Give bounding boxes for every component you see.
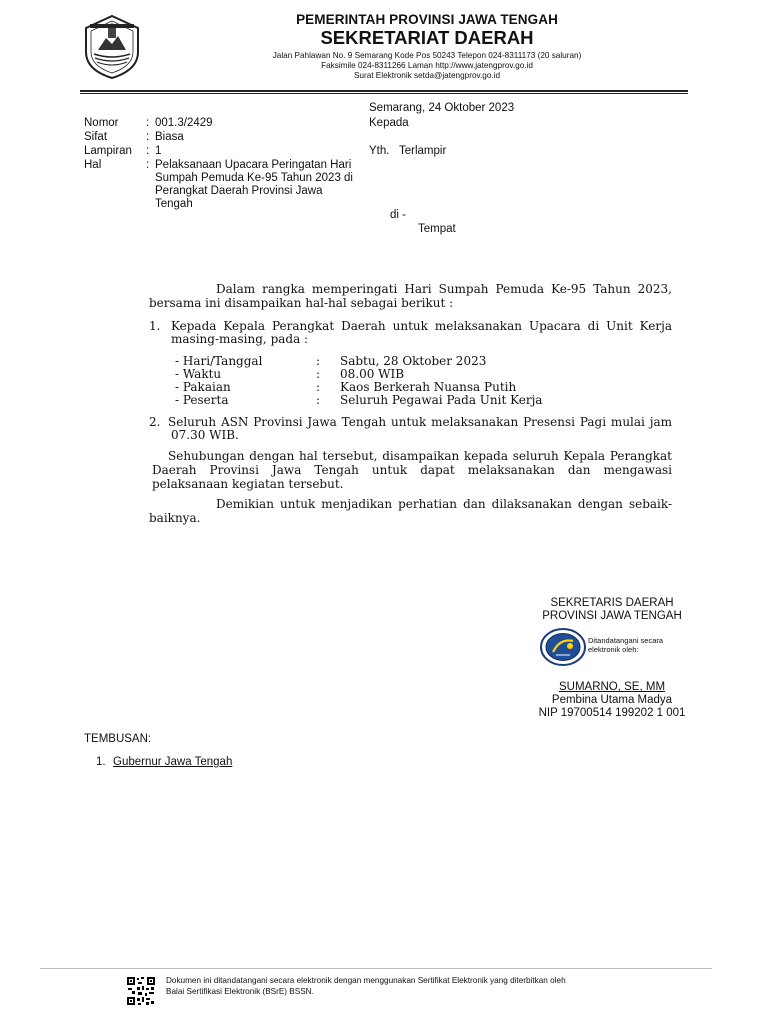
esign-note-line: Ditandatangani secara <box>588 636 664 645</box>
tembusan-item-number: 1. <box>96 756 106 768</box>
item-number: 1. <box>149 319 161 333</box>
meta-value-hal-line: Sumpah Pemuda Ke-95 Tahun 2023 di <box>155 172 353 184</box>
detail-value: 08.00 WIB <box>340 367 405 381</box>
detail-value: Seluruh Pegawai Pada Unit Kerja <box>340 393 543 407</box>
esign-note-line: elektronik oleh: <box>588 645 639 654</box>
government-name: PEMERINTAH PROVINSI JAWA TENGAH <box>296 12 558 27</box>
signatory-rank: Pembina Utama Madya <box>551 694 673 706</box>
footer-note-line: Dokumen ini ditandatangani secara elektronik dengan menggunakan Sertifikat Elektronik yang diterbitkan oleh <box>166 976 566 985</box>
detail-colon: : <box>316 367 321 381</box>
meta-value-hal-line: Tengah <box>155 198 193 210</box>
item1-line: masing-masing, pada : <box>171 332 309 346</box>
recipient-yth: Yth. <box>369 145 390 157</box>
detail-colon: : <box>316 354 321 368</box>
tembusan-label: TEMBUSAN: <box>84 733 152 745</box>
email-line: Surat Elektronik setda@jatengprov.go.id <box>353 71 501 80</box>
meta-colon: : <box>146 117 150 129</box>
detail-label: - Pakaian <box>175 380 231 394</box>
meta-label-lampiran: Lampiran <box>84 145 132 157</box>
intro-line: bersama ini disampaikan hal-hal sebagai berikut : <box>149 296 454 310</box>
meta-value-hal-line: Pelaksanaan Upacara Peringatan Hari <box>155 159 352 171</box>
fax-line: Faksimile 024-8311266 Laman http://www.jatengprov.go.id <box>321 61 533 70</box>
paragraph2-line: Daerah Provinsi Jawa Tengah untuk dapat melaksanakan dan mengawasi <box>152 463 672 477</box>
signatory-title: PROVINSI JAWA TENGAH <box>542 610 682 622</box>
paragraph2-line: Sehubungan dengan hal tersebut, disampaikan kepada seluruh Kepala Perangkat <box>168 449 672 463</box>
meta-label-nomor: Nomor <box>84 117 119 129</box>
meta-label-sifat: Sifat <box>84 131 108 143</box>
signatory-name: SUMARNO, SE, MM <box>558 681 666 693</box>
esign-note <box>588 636 663 654</box>
item2-line: Seluruh ASN Provinsi Jawa Tengah untuk melaksanakan Presensi Pagi mulai jam <box>168 415 672 429</box>
item-number: 2. <box>149 415 161 429</box>
meta-colon: : <box>146 131 150 143</box>
tembusan-item: Gubernur Jawa Tengah <box>113 756 233 768</box>
meta-value-nomor: 001.3/2429 <box>155 117 213 129</box>
item2-line: 07.30 WIB. <box>171 428 239 442</box>
address-line: Jalan Pahlawan No. 9 Semarang Kode Pos 50243 Telepon 024-8311173 (20 saluran) <box>272 51 582 60</box>
detail-value: Sabtu, 28 Oktober 2023 <box>340 354 487 368</box>
recipient-kepada: Kepada <box>369 117 409 129</box>
meta-colon: : <box>146 145 150 157</box>
meta-value-lampiran: 1 <box>155 145 162 157</box>
place-date: Semarang, 24 Oktober 2023 <box>369 102 515 114</box>
signatory-title: SEKRETARIS DAERAH <box>550 597 674 609</box>
department-name: SEKRETARIAT DAERAH <box>320 27 534 48</box>
recipient-di: di - <box>390 209 406 221</box>
closing-line: Demikian untuk menjadikan perhatian dan dilaksanakan dengan sebaik- <box>216 497 672 511</box>
meta-label-hal: Hal <box>84 159 102 171</box>
bsre-seal-icon <box>540 628 586 666</box>
detail-label: - Hari/Tanggal <box>175 354 263 368</box>
footer-note-line: Balai Sertifikasi Elektronik (BSrE) BSSN. <box>166 987 314 996</box>
signatory-nip: NIP 19700514 199202 1 001 <box>538 707 686 719</box>
meta-value-sifat: Biasa <box>155 131 184 143</box>
detail-colon: : <box>316 393 321 407</box>
detail-label: - Waktu <box>175 367 222 381</box>
recipient-tempat: Tempat <box>418 223 456 235</box>
header-rule-thick <box>80 90 688 92</box>
detail-label: - Peserta <box>175 393 229 407</box>
footer-note <box>166 975 686 997</box>
detail-colon: : <box>316 380 321 394</box>
coat-of-arms-icon <box>80 14 144 80</box>
meta-colon: : <box>146 159 150 171</box>
meta-value-hal-line: Perangkat Daerah Provinsi Jawa <box>155 185 323 197</box>
header-rule-thin <box>80 93 688 94</box>
qr-code-icon <box>126 976 156 1006</box>
footer-rule <box>40 968 712 969</box>
paragraph2-line: pelaksanaan kegiatan tersebut. <box>152 477 344 491</box>
intro-line: Dalam rangka memperingati Hari Sumpah Pemuda Ke-95 Tahun 2023, <box>216 282 672 296</box>
item1-line: Kepada Kepala Perangkat Daerah untuk melaksanakan Upacara di Unit Kerja <box>171 319 672 333</box>
recipient-yth-value: Terlampir <box>399 145 447 157</box>
detail-value: Kaos Berkerah Nuansa Putih <box>340 380 517 394</box>
closing-line: baiknya. <box>149 511 201 525</box>
